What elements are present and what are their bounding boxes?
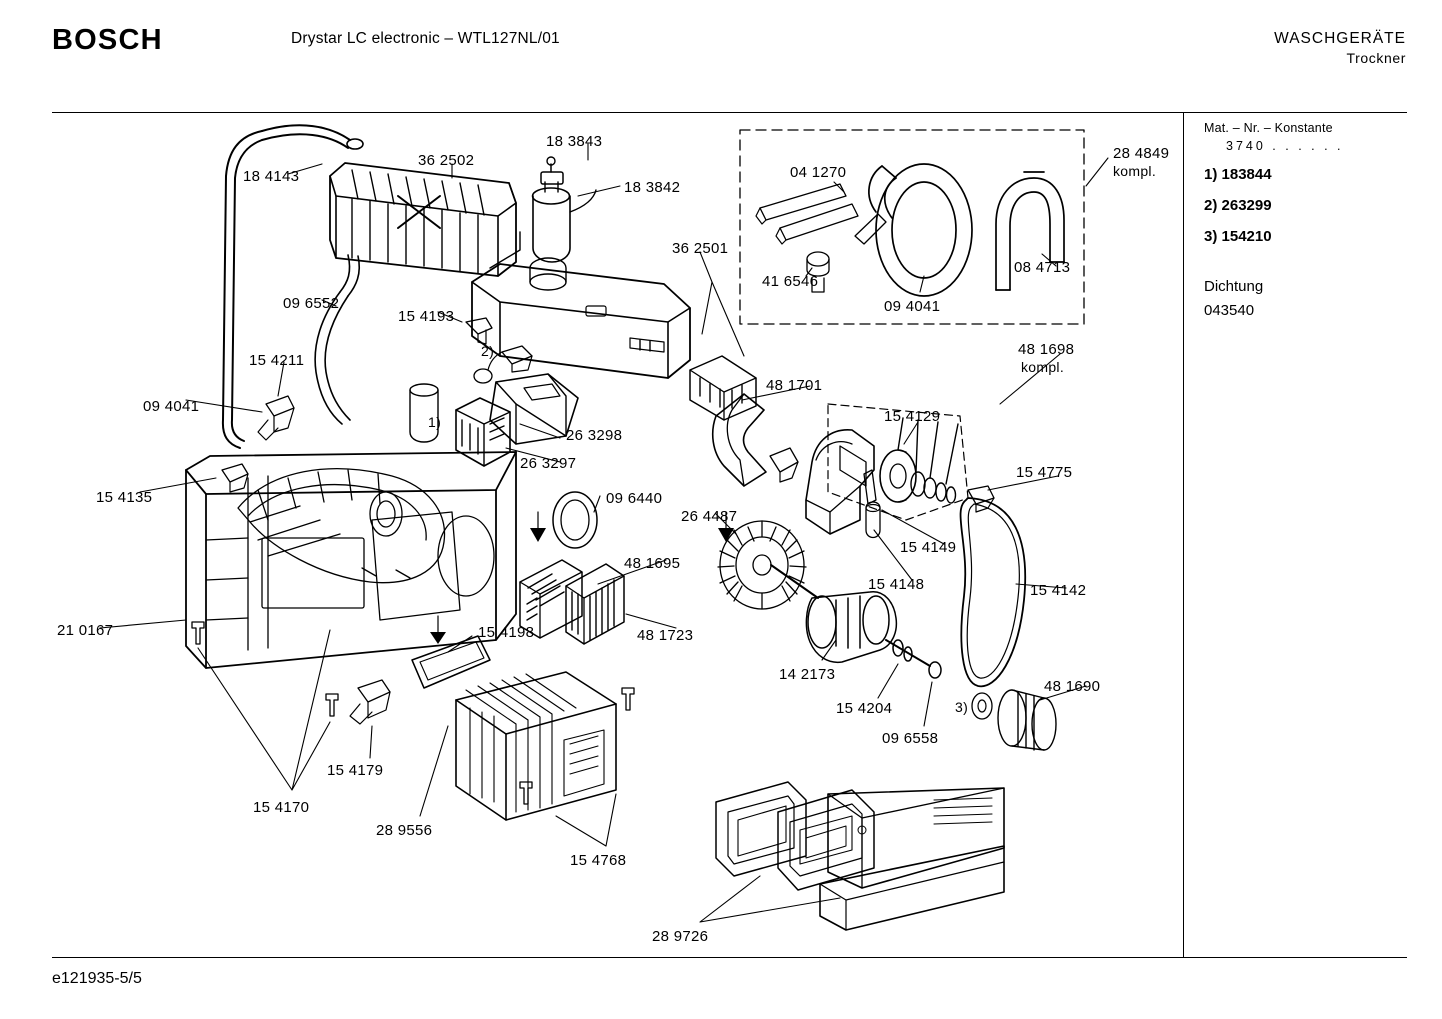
label-154204: 15 4204 <box>836 700 893 717</box>
constant-dots: . . . . . . <box>1272 139 1344 154</box>
label-481690: 48 1690 <box>1044 678 1101 695</box>
label-096440: 09 6440 <box>606 490 663 507</box>
reference-marker-2: 2) <box>1204 197 1218 214</box>
department-subtype: Trockner <box>1346 50 1406 66</box>
label-096552: 09 6552 <box>283 295 340 312</box>
label-094041-hose: 09 4041 <box>884 298 941 315</box>
label-416546: 41 6546 <box>762 273 819 290</box>
divider-bottom <box>52 957 1407 958</box>
label-084713: 08 4713 <box>1014 259 1071 276</box>
reference-item-3 <box>1204 226 1404 248</box>
reference-item-1 <box>1204 164 1404 186</box>
label-154198: 15 4198 <box>478 624 535 641</box>
seal-label: Dichtung <box>1204 277 1264 295</box>
label-289726: 28 9726 <box>652 928 709 945</box>
label-096558: 09 6558 <box>882 730 939 747</box>
page-title: Drystar LC electronic – WTL127NL/01 <box>291 30 560 47</box>
label-154129: 15 4129 <box>884 408 941 425</box>
label-142173: 14 2173 <box>779 666 836 683</box>
label-marker-3: 3) <box>955 699 969 715</box>
label-183842: 18 3842 <box>624 179 681 196</box>
label-481698: 48 1698 <box>1018 341 1075 358</box>
divider-top <box>52 112 1407 113</box>
department-name: WASCHGERÄTE <box>1274 30 1406 47</box>
label-481723: 48 1723 <box>637 627 694 644</box>
label-154768: 15 4768 <box>570 852 627 869</box>
reference-number-1: 183844 <box>1221 166 1272 184</box>
label-264487: 26 4487 <box>681 508 738 525</box>
label-284849: 28 4849 <box>1113 145 1170 162</box>
reference-number-3: 154210 <box>1221 227 1272 245</box>
label-154211: 15 4211 <box>249 352 305 369</box>
reference-item-2 <box>1204 195 1404 217</box>
document-id: e121935-5/5 <box>52 970 142 987</box>
reference-marker-3: 3) <box>1204 227 1218 245</box>
label-210167: 21 0167 <box>57 622 114 639</box>
label-183843: 18 3843 <box>546 133 603 150</box>
label-marker-2: 2) <box>481 343 495 359</box>
department-heading <box>1274 30 1406 66</box>
constant-value <box>1226 137 1404 155</box>
label-263297: 26 3297 <box>520 455 577 472</box>
label-284849-kompl: kompl. <box>1113 163 1157 179</box>
seal-section <box>1204 276 1404 323</box>
constant-number: 3740 <box>1226 139 1266 154</box>
label-041270: 04 1270 <box>790 164 847 181</box>
label-481698-kompl: kompl. <box>1021 359 1065 375</box>
label-362501: 36 2501 <box>672 240 729 257</box>
label-094041-left: 09 4041 <box>143 398 200 415</box>
reference-number-2: 263299 <box>1221 197 1272 214</box>
label-289556: 28 9556 <box>376 822 433 839</box>
label-154193: 15 4193 <box>398 308 455 325</box>
info-panel <box>1204 119 1404 322</box>
reference-marker-1: 1) <box>1204 166 1218 184</box>
label-154179: 15 4179 <box>327 762 384 779</box>
label-481695: 48 1695 <box>624 555 681 572</box>
bosch-logo: BOSCH <box>52 24 163 56</box>
label-481701: 48 1701 <box>766 377 823 394</box>
label-263298: 26 3298 <box>566 427 623 444</box>
divider-vertical <box>1183 112 1184 958</box>
label-154148: 15 4148 <box>868 576 925 593</box>
label-154170: 15 4170 <box>253 799 310 816</box>
label-184143: 18 4143 <box>243 168 300 185</box>
label-154135: 15 4135 <box>96 489 153 506</box>
seal-number: 043540 <box>1204 302 1255 320</box>
material-number-label: Mat. – Nr. – Konstante <box>1204 121 1333 135</box>
label-362502: 36 2502 <box>418 152 475 169</box>
label-marker-1: 1) <box>428 414 442 430</box>
label-154142: 15 4142 <box>1030 582 1087 599</box>
label-154149: 15 4149 <box>900 539 957 556</box>
label-154775: 15 4775 <box>1016 464 1073 481</box>
